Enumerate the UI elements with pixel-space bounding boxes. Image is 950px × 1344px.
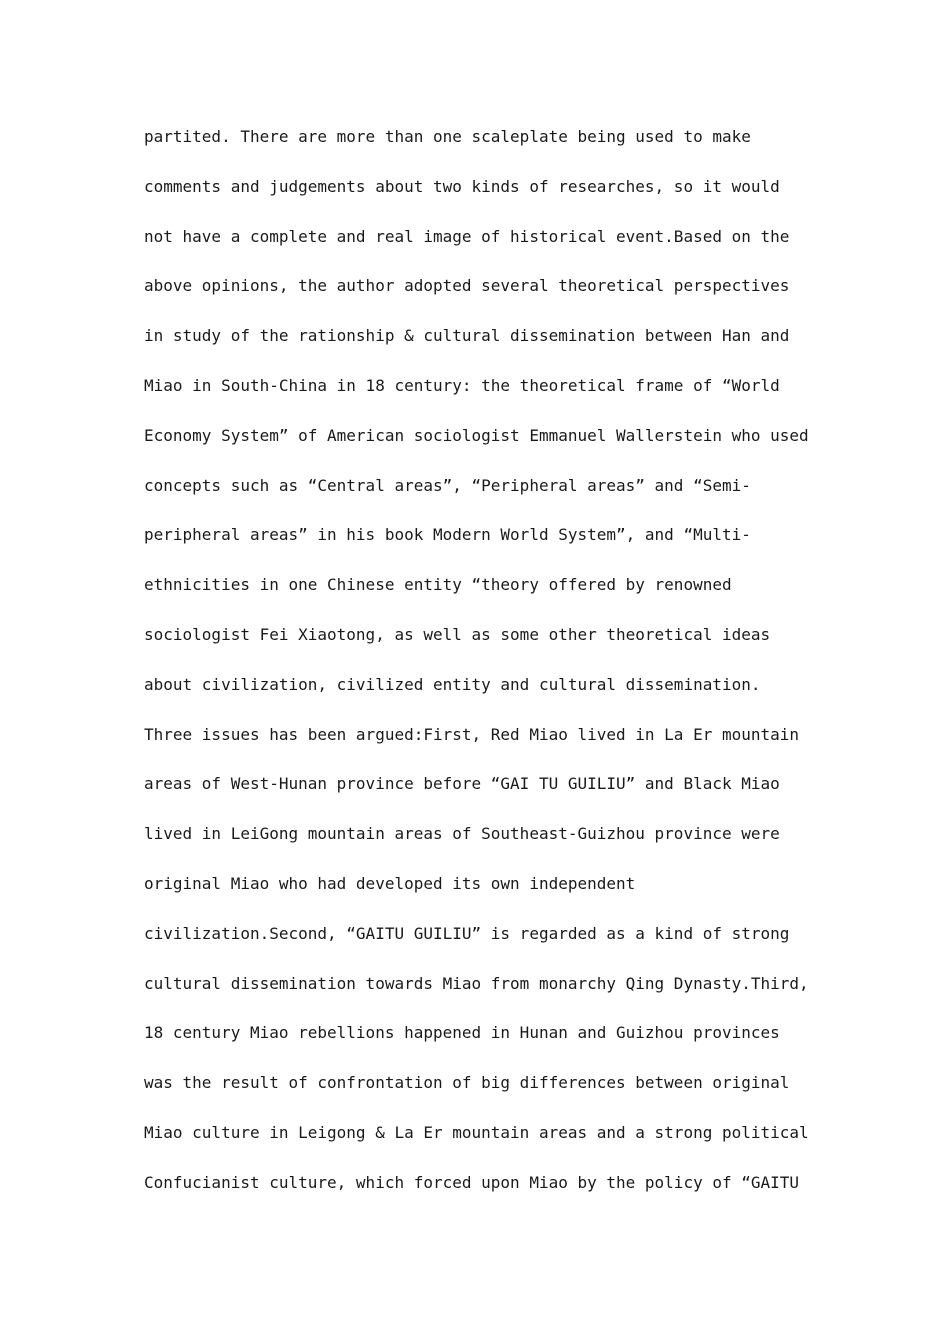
text-line: cultural dissemination towards Miao from monarchy Qing Dynasty.Third, — [144, 973, 809, 993]
text-line: partited. There are more than one scaleplate being used to make — [144, 127, 751, 146]
text-line: 18 century Miao rebellions happened in Hunan and Guizhou provinces — [144, 1023, 780, 1043]
text-line: about civilization, civilized entity and cultural dissemination. — [144, 674, 761, 694]
text-line: civilization.Second, “GAITU GUILIU” is regarded as a kind of strong — [144, 923, 790, 943]
text-line: Economy System” of American sociologist Emmanuel Wallerstein who used — [144, 425, 809, 445]
text-line: ethnicities in one Chinese entity “theory offered by renowned — [144, 575, 732, 595]
text-line: peripheral areas” in his book Modern World System”, and “Multi- — [144, 525, 751, 545]
text-line: in study of the rationship & cultural dissemination between Han and — [144, 326, 790, 346]
text-line: original Miao who had developed its own independent — [144, 873, 636, 893]
text-line: Miao in South-China in 18 century: the theoretical frame of “World — [144, 375, 780, 395]
text-line: concepts such as “Central areas”, “Peripheral areas” and “Semi- — [144, 475, 751, 495]
text-line: areas of West-Hunan province before “GAI TU GUILIU” and Black Miao — [144, 774, 780, 794]
text-line: lived in LeiGong mountain areas of Southeast-Guizhou province were — [144, 824, 780, 844]
text-line: Three issues has been argued:First, Red Miao lived in La Er mountain — [144, 724, 800, 744]
text-line: was the result of confrontation of big differences between original — [144, 1073, 790, 1093]
text-line: Confucianist culture, which forced upon Miao by the policy of “GAITU — [144, 1172, 800, 1192]
text-line: comments and judgements about two kinds of researches, so it would — [144, 176, 780, 196]
text-line: above opinions, the author adopted several theoretical perspectives — [144, 276, 790, 296]
text-line: Miao culture in Leigong & La Er mountain areas and a strong political — [144, 1122, 809, 1142]
body-text — [144, 120, 824, 1216]
text-line: sociologist Fei Xiaotong, as well as some other theoretical ideas — [144, 624, 771, 644]
text-line: not have a complete and real image of historical event.Based on the — [144, 226, 790, 246]
